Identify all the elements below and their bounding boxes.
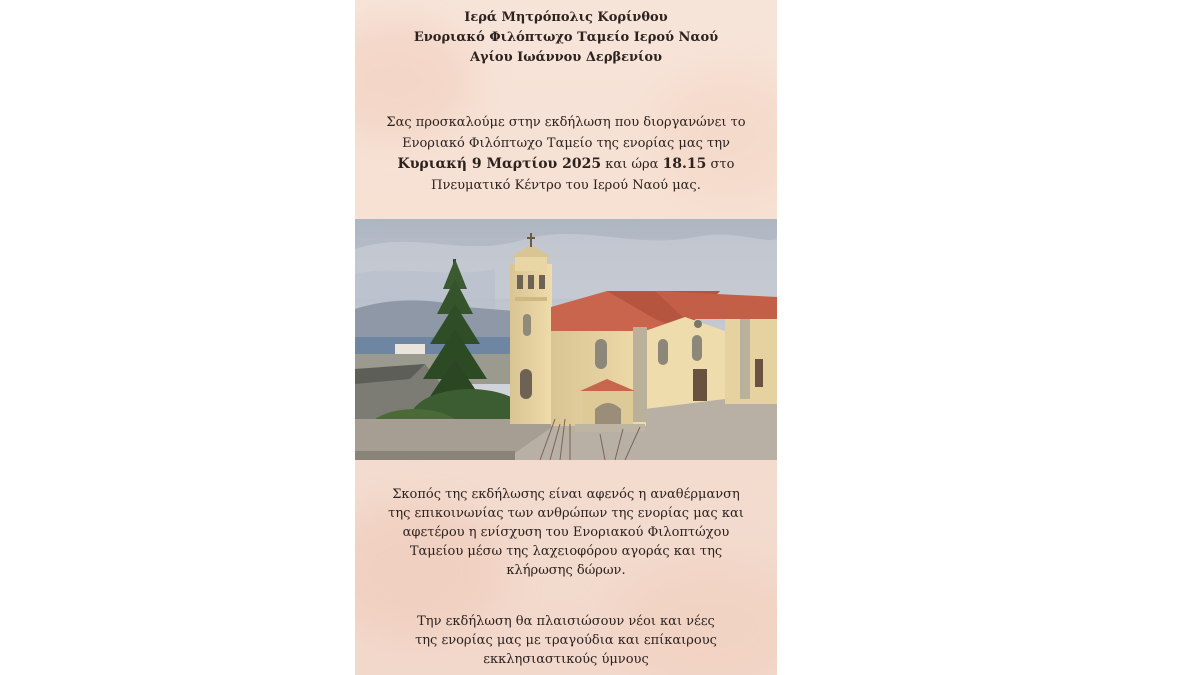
invitation-poster	[355, 0, 777, 675]
closing-line: της ενορίας μας με τραγούδια και επίκαιρους	[415, 633, 717, 648]
invitation-line: Ενοριακό Φιλόπτωχο Ταμείο της ενορίας μας την	[402, 136, 730, 151]
poster-header	[355, 8, 777, 68]
metropolis-name: Ιερά Μητρόπολις Κορίνθου	[464, 10, 668, 25]
purpose-line: αφετέρου η ενίσχυση του Ενοριακού Φιλοπτώχου	[402, 525, 730, 540]
invitation-line: Πνευματικό Κέντρο του Ιερού Ναού μας.	[431, 178, 701, 193]
time-prefix: και ώρα	[605, 157, 659, 172]
invitation-line: Σας προσκαλούμε στην εκδήλωση που διοργανώνει το	[386, 115, 746, 130]
closing-line: Την εκδήλωση θα πλαισιώσουν νέοι και νέες	[417, 614, 715, 629]
church-name: Αγίου Ιωάννου Δερβενίου	[469, 50, 663, 65]
event-time: 18.15	[662, 156, 707, 172]
time-suffix: στο	[710, 157, 735, 172]
invitation-text	[355, 112, 777, 196]
event-date: Κυριακή 9 Μαρτίου 2025	[397, 156, 602, 172]
purpose-line: της επικοινωνίας των ανθρώπων της ενορίας μας και	[388, 506, 744, 521]
invitation-date-line	[355, 154, 777, 175]
church-illustration	[355, 219, 777, 460]
closing-text	[355, 612, 777, 669]
purpose-line: Σκοπός της εκδήλωσης είναι αφενός η αναθέρμανση	[392, 487, 740, 502]
purpose-line: Ταμείου μέσω της λαχειοφόρου αγοράς και της	[409, 544, 723, 559]
purpose-line: κλήρωσης δώρων.	[506, 563, 626, 578]
purpose-text	[355, 485, 777, 580]
closing-line: εκκλησιαστικούς ύμνους	[483, 652, 649, 667]
church-photo	[355, 219, 777, 460]
fund-name: Ενοριακό Φιλόπτωχο Ταμείο Ιερού Ναού	[413, 30, 719, 45]
